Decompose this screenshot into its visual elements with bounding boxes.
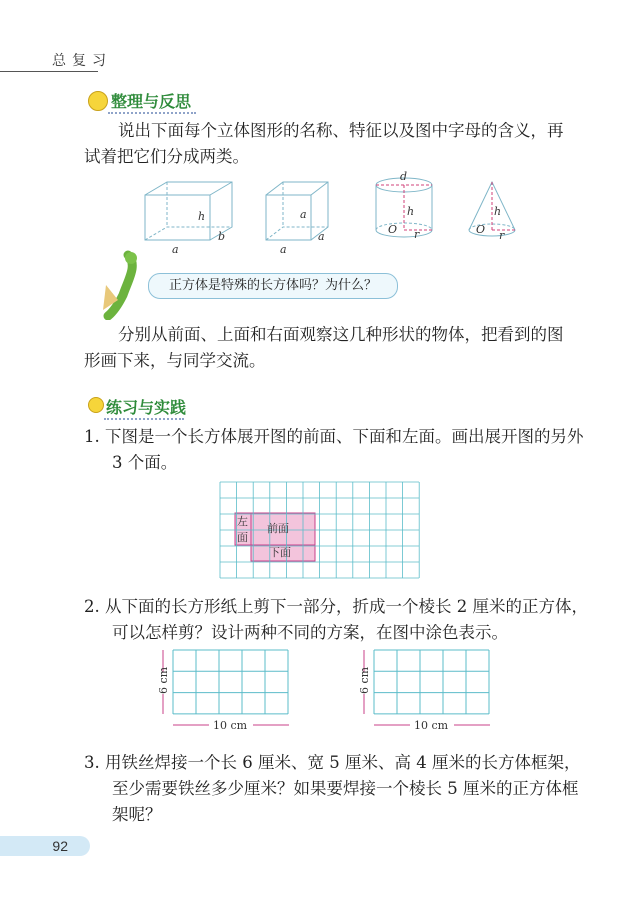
question-2: 2. 从下面的长方形纸上剪下一部分，折成一个棱长 2 厘米的正方体，可以怎样剪？设计两种不同的方案，在图中涂色表示。 bbox=[84, 597, 588, 642]
label-r: r bbox=[414, 228, 420, 241]
width-label: 10 cm bbox=[213, 719, 248, 732]
label-o: O bbox=[388, 223, 398, 236]
solid-figures bbox=[130, 170, 550, 260]
height-label: 6 cm bbox=[157, 666, 170, 694]
section-title-practice: 练习与实践 bbox=[106, 398, 187, 417]
label-o: O bbox=[476, 223, 486, 236]
label-d: d bbox=[400, 170, 408, 183]
net-grid bbox=[219, 481, 421, 579]
chick-mascot-icon bbox=[88, 91, 108, 111]
left-face-label-2: 面 bbox=[237, 531, 248, 544]
grid-lines bbox=[220, 482, 419, 578]
question-1: 1. 下图是一个长方体展开图的前面、下面和左面。画出展开图的另外 3 个面。 bbox=[84, 427, 584, 472]
question-3: 3. 用铁丝焊接一个长 6 厘米、宽 5 厘米、高 4 厘米的长方体框架，至少需要铁丝多少厘米？如果要焊接一个棱长 5 厘米的正方体框架呢？ bbox=[84, 753, 581, 824]
label-a: a bbox=[172, 243, 179, 256]
chick-mascot-icon bbox=[88, 397, 104, 413]
paper-grid-1 bbox=[155, 648, 305, 738]
label-r: r bbox=[499, 229, 505, 242]
front-face-label: 前面 bbox=[267, 522, 289, 535]
height-label: 6 cm bbox=[358, 666, 371, 694]
paper-grid-2 bbox=[356, 648, 506, 738]
label-b: b bbox=[218, 230, 226, 243]
label-a: a bbox=[318, 230, 325, 243]
paragraph-shapes: 说出下面每个立体图形的名称、特征以及图中字母的含义，再试着把它们分成两类。 bbox=[84, 121, 564, 166]
grasshopper-mascot-icon bbox=[98, 250, 148, 320]
section-title-reflection: 整理与反思 bbox=[111, 92, 192, 111]
width-label: 10 cm bbox=[414, 719, 449, 732]
page-number-tab bbox=[0, 836, 90, 856]
speech-bubble: 正方体是特殊的长方体吗？为什么？ bbox=[148, 273, 398, 299]
title-underline bbox=[108, 108, 196, 114]
label-h: h bbox=[198, 210, 206, 223]
title-underline bbox=[104, 414, 184, 420]
left-face-label-1: 左 bbox=[237, 515, 248, 528]
chapter-header: 总复习 bbox=[52, 53, 112, 69]
header-rule bbox=[0, 71, 98, 72]
bottom-face-label: 下面 bbox=[269, 546, 291, 559]
label-a: a bbox=[280, 243, 287, 256]
page-number: 92 bbox=[52, 838, 68, 854]
paragraph-observe: 分别从前面、上面和右面观察这几种形状的物体，把看到的图形画下来，与同学交流。 bbox=[84, 325, 564, 370]
label-h: h bbox=[407, 205, 415, 218]
label-a: a bbox=[300, 208, 307, 221]
cylinder-figure bbox=[376, 178, 432, 237]
label-h: h bbox=[494, 205, 502, 218]
